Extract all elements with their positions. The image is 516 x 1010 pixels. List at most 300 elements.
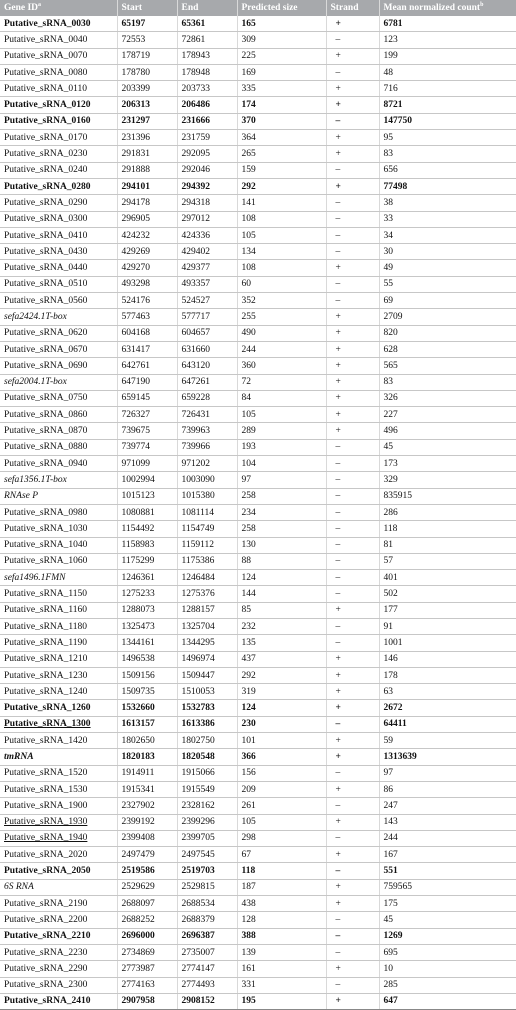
cell-start: 2327902 [117,798,177,814]
cell-start: 1246361 [117,570,177,586]
cell-gene-id: Putative_sRNA_0940 [0,456,117,472]
cell-end: 739966 [177,439,237,455]
table-row [0,227,516,243]
cell-gene-id: Putative_sRNA_2410 [0,993,117,1009]
table-row [0,341,516,357]
cell-strand: + [326,749,379,765]
table-row [0,504,516,520]
cell-strand: – [326,195,379,211]
cell-gene-id: Putative_sRNA_1930 [0,814,117,830]
cell-gene-id: sefa2004.1T-box [0,374,117,390]
cell-end: 424336 [177,227,237,243]
cell-end: 1532783 [177,700,237,716]
table-row [0,244,516,260]
cell-predicted-size: 118 [237,863,326,879]
cell-strand: + [326,16,379,32]
cell-gene-id: Putative_sRNA_1240 [0,684,117,700]
cell-start: 65197 [117,16,177,32]
cell-predicted-size: 289 [237,423,326,439]
table-row [0,456,516,472]
cell-mean-normalized-count: 83 [379,374,516,390]
cell-strand: – [326,944,379,960]
cell-mean-normalized-count: 177 [379,602,516,618]
cell-mean-normalized-count: 55 [379,276,516,292]
cell-mean-normalized-count: 10 [379,961,516,977]
cell-end: 726431 [177,407,237,423]
table-row [0,390,516,406]
cell-start: 1080881 [117,504,177,520]
cell-strand: + [326,325,379,341]
cell-end: 577717 [177,309,237,325]
cell-start: 1275233 [117,586,177,602]
cell-predicted-size: 174 [237,97,326,113]
cell-mean-normalized-count: 175 [379,896,516,912]
cell-strand: + [326,341,379,357]
cell-start: 1915341 [117,781,177,797]
cell-end: 739963 [177,423,237,439]
cell-start: 2497479 [117,847,177,863]
table-row [0,81,516,97]
cell-strand: – [326,553,379,569]
cell-mean-normalized-count: 2672 [379,700,516,716]
cell-strand: – [326,244,379,260]
cell-end: 1288157 [177,602,237,618]
cell-strand: + [326,733,379,749]
cell-end: 493357 [177,276,237,292]
cell-predicted-size: 261 [237,798,326,814]
table-row [0,537,516,553]
cell-strand: – [326,276,379,292]
cell-predicted-size: 105 [237,814,326,830]
cell-strand: + [326,847,379,863]
cell-predicted-size: 319 [237,684,326,700]
cell-gene-id: Putative_sRNA_0160 [0,113,117,129]
table-row [0,553,516,569]
cell-gene-id: Putative_sRNA_0080 [0,64,117,80]
table-row [0,684,516,700]
table-row [0,423,516,439]
cell-end: 1802750 [177,733,237,749]
cell-mean-normalized-count: 199 [379,48,516,64]
cell-gene-id: Putative_sRNA_1530 [0,781,117,797]
cell-mean-normalized-count: 401 [379,570,516,586]
cell-gene-id: Putative_sRNA_2230 [0,944,117,960]
cell-gene-id: Putative_sRNA_0170 [0,130,117,146]
cell-predicted-size: 165 [237,16,326,32]
cell-start: 296905 [117,211,177,227]
cell-strand: – [326,977,379,993]
cell-start: 178719 [117,48,177,64]
cell-mean-normalized-count: 167 [379,847,516,863]
cell-start: 1820183 [117,749,177,765]
cell-predicted-size: 331 [237,977,326,993]
cell-end: 2399705 [177,830,237,846]
table-row [0,472,516,488]
cell-end: 1509447 [177,667,237,683]
cell-start: 647190 [117,374,177,390]
cell-end: 1325704 [177,618,237,634]
cell-predicted-size: 169 [237,64,326,80]
table-row [0,260,516,276]
cell-gene-id: Putative_sRNA_0870 [0,423,117,439]
cell-end: 1159112 [177,537,237,553]
cell-end: 643120 [177,358,237,374]
cell-start: 739675 [117,423,177,439]
cell-mean-normalized-count: 77498 [379,178,516,194]
cell-strand: – [326,830,379,846]
cell-predicted-size: 364 [237,130,326,146]
cell-start: 203399 [117,81,177,97]
cell-strand: – [326,113,379,129]
cell-gene-id: Putative_sRNA_0620 [0,325,117,341]
cell-predicted-size: 209 [237,781,326,797]
cell-end: 297012 [177,211,237,227]
cell-start: 2774163 [117,977,177,993]
cell-end: 2519703 [177,863,237,879]
cell-gene-id: Putative_sRNA_2210 [0,928,117,944]
cell-gene-id: Putative_sRNA_0980 [0,504,117,520]
cell-mean-normalized-count: 143 [379,814,516,830]
cell-strand: + [326,407,379,423]
table-row [0,276,516,292]
cell-predicted-size: 258 [237,521,326,537]
cell-strand: + [326,602,379,618]
cell-start: 2734869 [117,944,177,960]
cell-mean-normalized-count: 49 [379,260,516,276]
cell-strand: + [326,358,379,374]
table-row [0,488,516,504]
cell-end: 2328162 [177,798,237,814]
cell-predicted-size: 105 [237,407,326,423]
cell-start: 2696000 [117,928,177,944]
cell-gene-id: Putative_sRNA_1230 [0,667,117,683]
cell-predicted-size: 193 [237,439,326,455]
cell-gene-id: Putative_sRNA_0110 [0,81,117,97]
cell-start: 1509156 [117,667,177,683]
cell-mean-normalized-count: 647 [379,993,516,1009]
cell-mean-normalized-count: 83 [379,146,516,162]
cell-predicted-size: 234 [237,504,326,520]
cell-start: 1509735 [117,684,177,700]
cell-gene-id: Putative_sRNA_0120 [0,97,117,113]
cell-strand: + [326,97,379,113]
cell-start: 631417 [117,341,177,357]
cell-end: 294392 [177,178,237,194]
cell-end: 1510053 [177,684,237,700]
cell-end: 524527 [177,293,237,309]
cell-start: 2773987 [117,961,177,977]
cell-mean-normalized-count: 247 [379,798,516,814]
cell-gene-id: Putative_sRNA_1520 [0,765,117,781]
cell-end: 292095 [177,146,237,162]
cell-strand: – [326,162,379,178]
cell-predicted-size: 97 [237,472,326,488]
header-row [0,0,516,16]
cell-strand: + [326,651,379,667]
cell-predicted-size: 255 [237,309,326,325]
cell-gene-id: Putative_sRNA_0300 [0,211,117,227]
cell-predicted-size: 360 [237,358,326,374]
cell-start: 1288073 [117,602,177,618]
cell-end: 2688379 [177,912,237,928]
cell-gene-id: Putative_sRNA_0030 [0,16,117,32]
cell-predicted-size: 161 [237,961,326,977]
cell-end: 294318 [177,195,237,211]
cell-mean-normalized-count: 227 [379,407,516,423]
cell-predicted-size: 139 [237,944,326,960]
cell-gene-id: Putative_sRNA_0040 [0,32,117,48]
table-row [0,309,516,325]
cell-mean-normalized-count: 33 [379,211,516,227]
cell-start: 642761 [117,358,177,374]
cell-strand: – [326,456,379,472]
cell-start: 231396 [117,130,177,146]
cell-start: 1158983 [117,537,177,553]
cell-start: 1015123 [117,488,177,504]
cell-start: 1496538 [117,651,177,667]
table-row [0,651,516,667]
cell-start: 1002994 [117,472,177,488]
cell-strand: – [326,439,379,455]
cell-strand: + [326,896,379,912]
table-body [0,16,516,1010]
cell-mean-normalized-count: 628 [379,341,516,357]
cell-start: 291888 [117,162,177,178]
table-row [0,798,516,814]
cell-strand: – [326,227,379,243]
cell-predicted-size: 141 [237,195,326,211]
header-mean-normalized-count: Mean normalized count$^b$ [379,0,516,16]
cell-predicted-size: 134 [237,244,326,260]
cell-predicted-size: 309 [237,32,326,48]
cell-gene-id: Putative_sRNA_1160 [0,602,117,618]
cell-gene-id: Putative_sRNA_0440 [0,260,117,276]
cell-strand: + [326,390,379,406]
table-row [0,879,516,895]
cell-predicted-size: 244 [237,341,326,357]
cell-end: 1915549 [177,781,237,797]
cell-gene-id: Putative_sRNA_0690 [0,358,117,374]
cell-gene-id: Putative_sRNA_1060 [0,553,117,569]
cell-end: 1915066 [177,765,237,781]
cell-strand: – [326,64,379,80]
cell-start: 294178 [117,195,177,211]
cell-end: 659228 [177,390,237,406]
cell-predicted-size: 124 [237,570,326,586]
cell-strand: + [326,814,379,830]
cell-gene-id: Putative_sRNA_0670 [0,341,117,357]
cell-predicted-size: 135 [237,635,326,651]
cell-end: 178943 [177,48,237,64]
cell-gene-id: Putative_sRNA_0410 [0,227,117,243]
cell-start: 659145 [117,390,177,406]
cell-mean-normalized-count: 1001 [379,635,516,651]
cell-mean-normalized-count: 38 [379,195,516,211]
cell-strand: + [326,684,379,700]
cell-predicted-size: 67 [237,847,326,863]
cell-start: 524176 [117,293,177,309]
cell-mean-normalized-count: 59 [379,733,516,749]
cell-predicted-size: 490 [237,325,326,341]
cell-end: 2908152 [177,993,237,1009]
cell-end: 1275376 [177,586,237,602]
header-gene-id: Gene $ID^a$ [0,0,117,16]
cell-start: 206313 [117,97,177,113]
cell-gene-id: Putative_sRNA_0560 [0,293,117,309]
table-row [0,374,516,390]
cell-start: 739774 [117,439,177,455]
cell-mean-normalized-count: 496 [379,423,516,439]
cell-gene-id: Putative_sRNA_0510 [0,276,117,292]
cell-end: 2399296 [177,814,237,830]
cell-start: 72553 [117,32,177,48]
cell-mean-normalized-count: 835915 [379,488,516,504]
cell-strand: + [326,961,379,977]
table-row [0,928,516,944]
cell-mean-normalized-count: 565 [379,358,516,374]
cell-gene-id: Putative_sRNA_2190 [0,896,117,912]
cell-mean-normalized-count: 820 [379,325,516,341]
cell-start: 971099 [117,456,177,472]
table-row [0,146,516,162]
table-row [0,977,516,993]
table-row [0,16,516,32]
cell-strand: – [326,472,379,488]
cell-predicted-size: 156 [237,765,326,781]
cell-strand: + [326,309,379,325]
table-row [0,178,516,194]
cell-strand: + [326,374,379,390]
cell-strand: + [326,81,379,97]
cell-gene-id: Putative_sRNA_0070 [0,48,117,64]
cell-start: 1613157 [117,716,177,732]
table-row [0,521,516,537]
cell-predicted-size: 108 [237,211,326,227]
table-row [0,618,516,634]
cell-end: 1613386 [177,716,237,732]
cell-strand: + [326,700,379,716]
cell-start: 1154492 [117,521,177,537]
cell-gene-id: 6S RNA [0,879,117,895]
cell-predicted-size: 352 [237,293,326,309]
cell-end: 2774493 [177,977,237,993]
table-row [0,733,516,749]
cell-strand: – [326,928,379,944]
cell-start: 1344161 [117,635,177,651]
table-row [0,293,516,309]
table-row [0,358,516,374]
cell-gene-id: Putative_sRNA_0280 [0,178,117,194]
cell-end: 1496974 [177,651,237,667]
cell-mean-normalized-count: 95 [379,130,516,146]
cell-strand: – [326,635,379,651]
cell-gene-id: Putative_sRNA_2300 [0,977,117,993]
cell-end: 1154749 [177,521,237,537]
cell-strand: – [326,293,379,309]
cell-predicted-size: 298 [237,830,326,846]
cell-predicted-size: 85 [237,602,326,618]
cell-start: 429270 [117,260,177,276]
cell-mean-normalized-count: 8721 [379,97,516,113]
cell-predicted-size: 232 [237,618,326,634]
cell-mean-normalized-count: 45 [379,439,516,455]
cell-gene-id: Putative_sRNA_0430 [0,244,117,260]
cell-start: 2519586 [117,863,177,879]
table-row [0,325,516,341]
cell-gene-id: Putative_sRNA_0290 [0,195,117,211]
cell-predicted-size: 108 [237,260,326,276]
table-row [0,814,516,830]
cell-predicted-size: 159 [237,162,326,178]
cell-strand: – [326,211,379,227]
cell-end: 1081114 [177,504,237,520]
table-row [0,407,516,423]
cell-strand: + [326,879,379,895]
cell-gene-id: Putative_sRNA_1210 [0,651,117,667]
cell-strand: – [326,618,379,634]
cell-end: 231759 [177,130,237,146]
cell-strand: – [326,488,379,504]
cell-end: 2688534 [177,896,237,912]
table-row [0,32,516,48]
cell-predicted-size: 366 [237,749,326,765]
cell-predicted-size: 124 [237,700,326,716]
cell-predicted-size: 265 [237,146,326,162]
cell-mean-normalized-count: 551 [379,863,516,879]
table-row [0,944,516,960]
cell-mean-normalized-count: 146 [379,651,516,667]
cell-gene-id: Putative_sRNA_2290 [0,961,117,977]
cell-predicted-size: 195 [237,993,326,1009]
cell-mean-normalized-count: 118 [379,521,516,537]
table-row [0,749,516,765]
cell-mean-normalized-count: 123 [379,32,516,48]
cell-end: 1015380 [177,488,237,504]
table-row [0,439,516,455]
cell-gene-id: sefa2424.1T-box [0,309,117,325]
cell-end: 2774147 [177,961,237,977]
cell-predicted-size: 292 [237,178,326,194]
cell-start: 2399192 [117,814,177,830]
table-row [0,586,516,602]
cell-end: 2696387 [177,928,237,944]
cell-start: 2688097 [117,896,177,912]
cell-gene-id: tmRNA [0,749,117,765]
cell-predicted-size: 130 [237,537,326,553]
table-row [0,64,516,80]
cell-predicted-size: 437 [237,651,326,667]
cell-mean-normalized-count: 695 [379,944,516,960]
cell-predicted-size: 101 [237,733,326,749]
cell-end: 203733 [177,81,237,97]
cell-strand: – [326,798,379,814]
cell-start: 1914911 [117,765,177,781]
cell-gene-id: Putative_sRNA_1030 [0,521,117,537]
cell-strand: + [326,993,379,1009]
cell-strand: – [326,32,379,48]
cell-mean-normalized-count: 2709 [379,309,516,325]
table-row [0,993,516,1009]
cell-strand: – [326,716,379,732]
cell-strand: – [326,912,379,928]
cell-gene-id: Putative_sRNA_1420 [0,733,117,749]
cell-predicted-size: 128 [237,912,326,928]
cell-strand: – [326,521,379,537]
table-row [0,716,516,732]
cell-end: 1003090 [177,472,237,488]
table-row [0,195,516,211]
table-row [0,130,516,146]
